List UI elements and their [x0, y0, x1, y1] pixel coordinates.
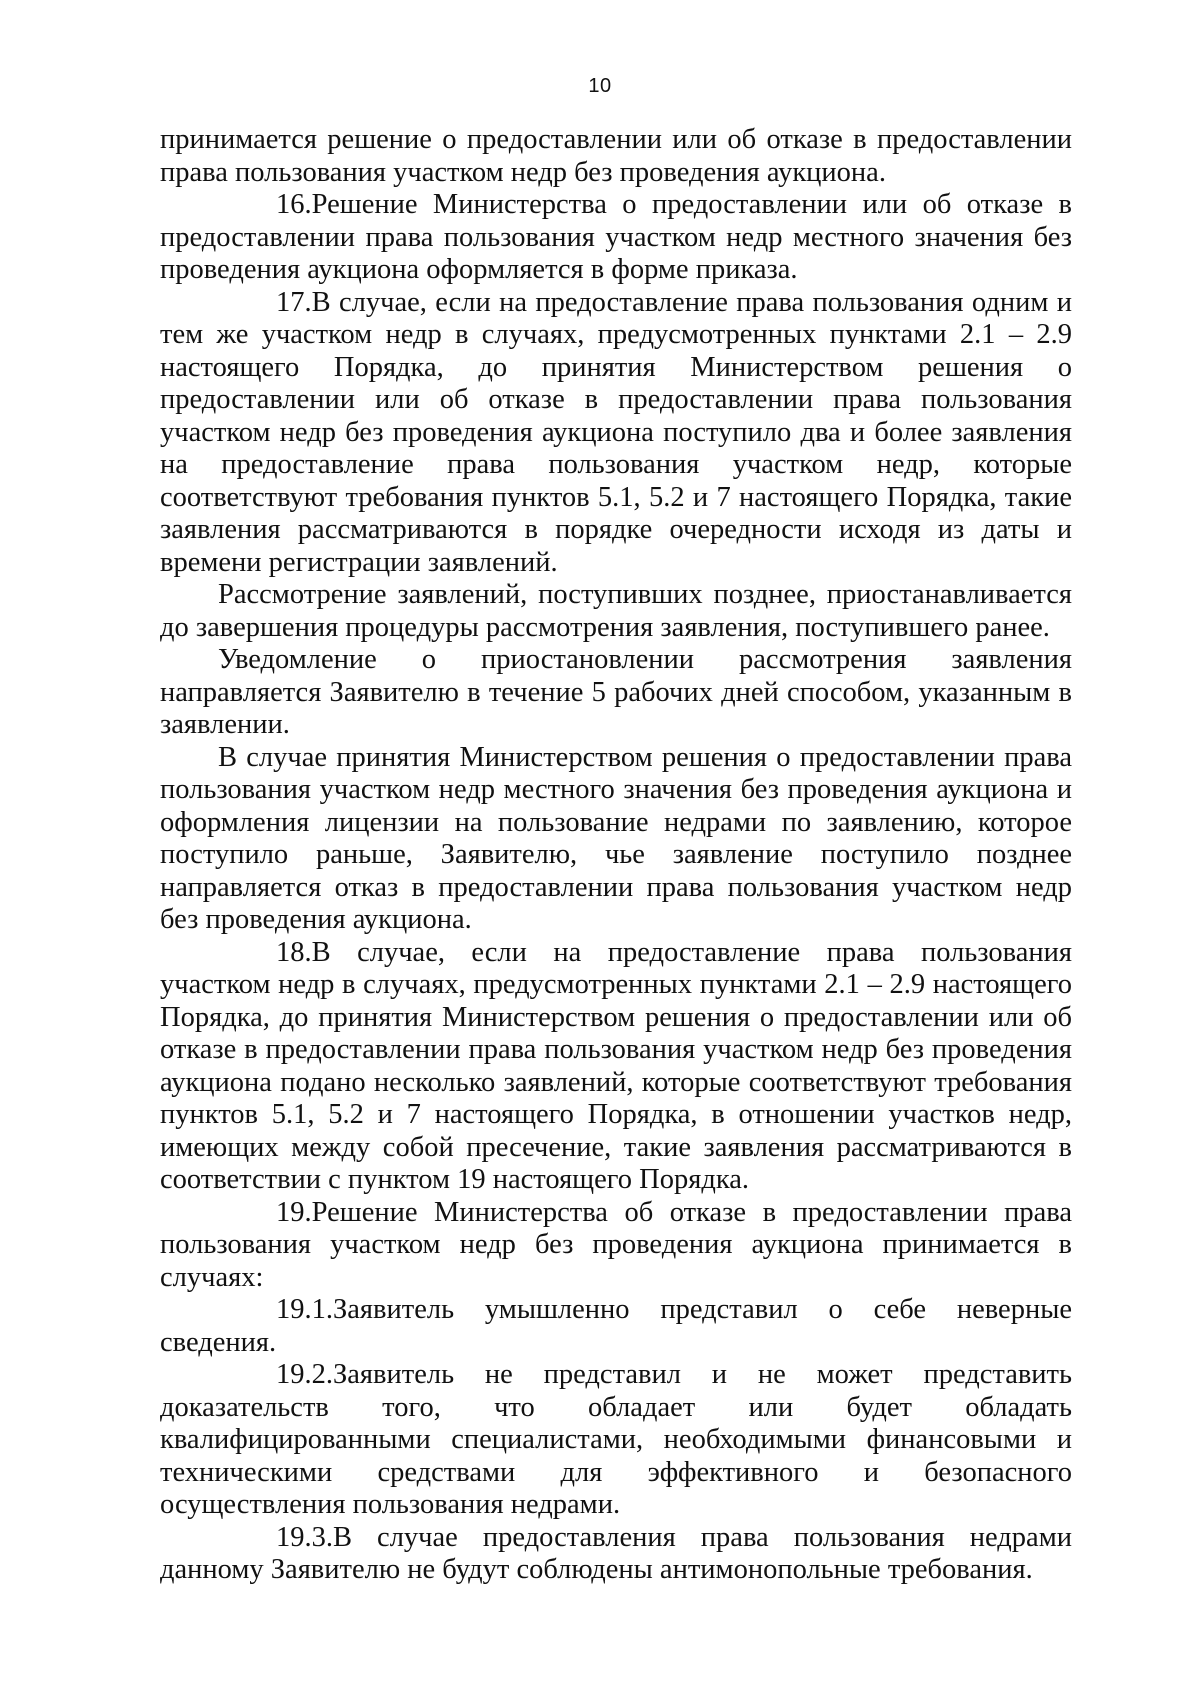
- paragraph-text: Решение Министерства об отказе в предоставлении права пользования участком недр без проведения аукциона принимается в случаях:: [160, 1196, 1072, 1293]
- paragraph-number: 16.: [276, 189, 312, 220]
- paragraph-text: Уведомление о приостановлении рассмотрения заявления направляется Заявителю в течение 5 рабочих дней способом, указанным в заявлении.: [160, 644, 1072, 740]
- paragraph-19-1: [160, 1294, 1072, 1359]
- paragraph-number: 17.: [276, 286, 312, 318]
- paragraph-number: 19.1.: [276, 1294, 333, 1325]
- paragraph-number: 18.: [276, 936, 312, 968]
- paragraph-text: В случае предоставления права пользования недрами данному Заявителю не будут соблюдены антимонопольные требования.: [160, 1521, 1072, 1585]
- paragraph-number: 19.2.: [276, 1359, 333, 1390]
- paragraph-text: Заявитель умышленно представил о себе неверные сведения.: [160, 1294, 1072, 1358]
- paragraph-15-continuation: [160, 124, 1072, 189]
- paragraph-16: [160, 189, 1072, 287]
- document-body: [160, 124, 1072, 1587]
- paragraph-text: Решение Министерства о предоставлении или об отказе в предоставлении права пользования участком недр местного значения без проведения аукциона оформляется в форме приказа.: [160, 189, 1072, 285]
- paragraph-number: 19.3.: [276, 1521, 333, 1553]
- paragraph-text: В случае принятия Министерством решения о предоставлении права пользования участком недр местного значения без проведения аукциона и оформления лицензии на пользование недрами по заявлению, которое поступило раньше, Заявителю, чье заявление поступило позднее направляется отказ в предоставлении права пользования участком недр без проведения аукциона.: [160, 741, 1072, 935]
- paragraph-text: В случае, если на предоставление права пользования участком недр в случаях, предусмотренных пунктами 2.1 – 2.9 настоящего Порядка, до принятия Министерством решения о предоставлении или об отказе в предоставлении права пользования участком недр без проведения аукциона подано несколько заявлений, которые соответствуют требования пунктов 5.1, 5.2 и 7 настоящего Порядка, в отношении участков недр, имеющих между собой пресечение, такие заявления рассматриваются в соответствии с пунктом 19 настоящего Порядка.: [160, 936, 1072, 1195]
- paragraph-17: [160, 287, 1072, 580]
- paragraph-18: [160, 937, 1072, 1197]
- paragraph-text: принимается решение о предоставлении или об отказе в предоставлении права пользования участком недр без проведения аукциона.: [160, 124, 1072, 188]
- paragraph-19-2: [160, 1359, 1072, 1522]
- page-number: 10: [588, 75, 612, 97]
- paragraph-19-3: [160, 1522, 1072, 1587]
- paragraph-19: [160, 1197, 1072, 1295]
- paragraph-17-notification: [160, 644, 1072, 742]
- paragraph-text: В случае, если на предоставление права пользования одним и тем же участком недр в случаях, предусмотренных пунктами 2.1 – 2.9 настоящего Порядка, до принятия Министерством решения о предоставлении или об отказе в предоставлении права пользования участком недр без проведения аукциона поступило два и более заявления на предоставление права пользования участком недр, которые соответствуют требования пунктов 5.1, 5.2 и 7 настоящего Порядка, такие заявления рассматриваются в порядке очередности исходя из даты и времени регистрации заявлений.: [160, 286, 1072, 578]
- paragraph-17-refusal: [160, 742, 1072, 937]
- paragraph-text: Рассмотрение заявлений, поступивших позднее, приостанавливается до завершения процедуры рассмотрения заявления, поступившего ранее.: [160, 579, 1072, 643]
- paragraph-number: 19.: [276, 1196, 312, 1228]
- paragraph-17-suspension: [160, 579, 1072, 644]
- paragraph-text: Заявитель не представил и не может представить доказательств того, что обладает или будет обладать квалифицированными специалистами, необходимыми финансовыми и техническими средствами для эффективного и безопасного осуществления пользования недрами.: [160, 1359, 1072, 1520]
